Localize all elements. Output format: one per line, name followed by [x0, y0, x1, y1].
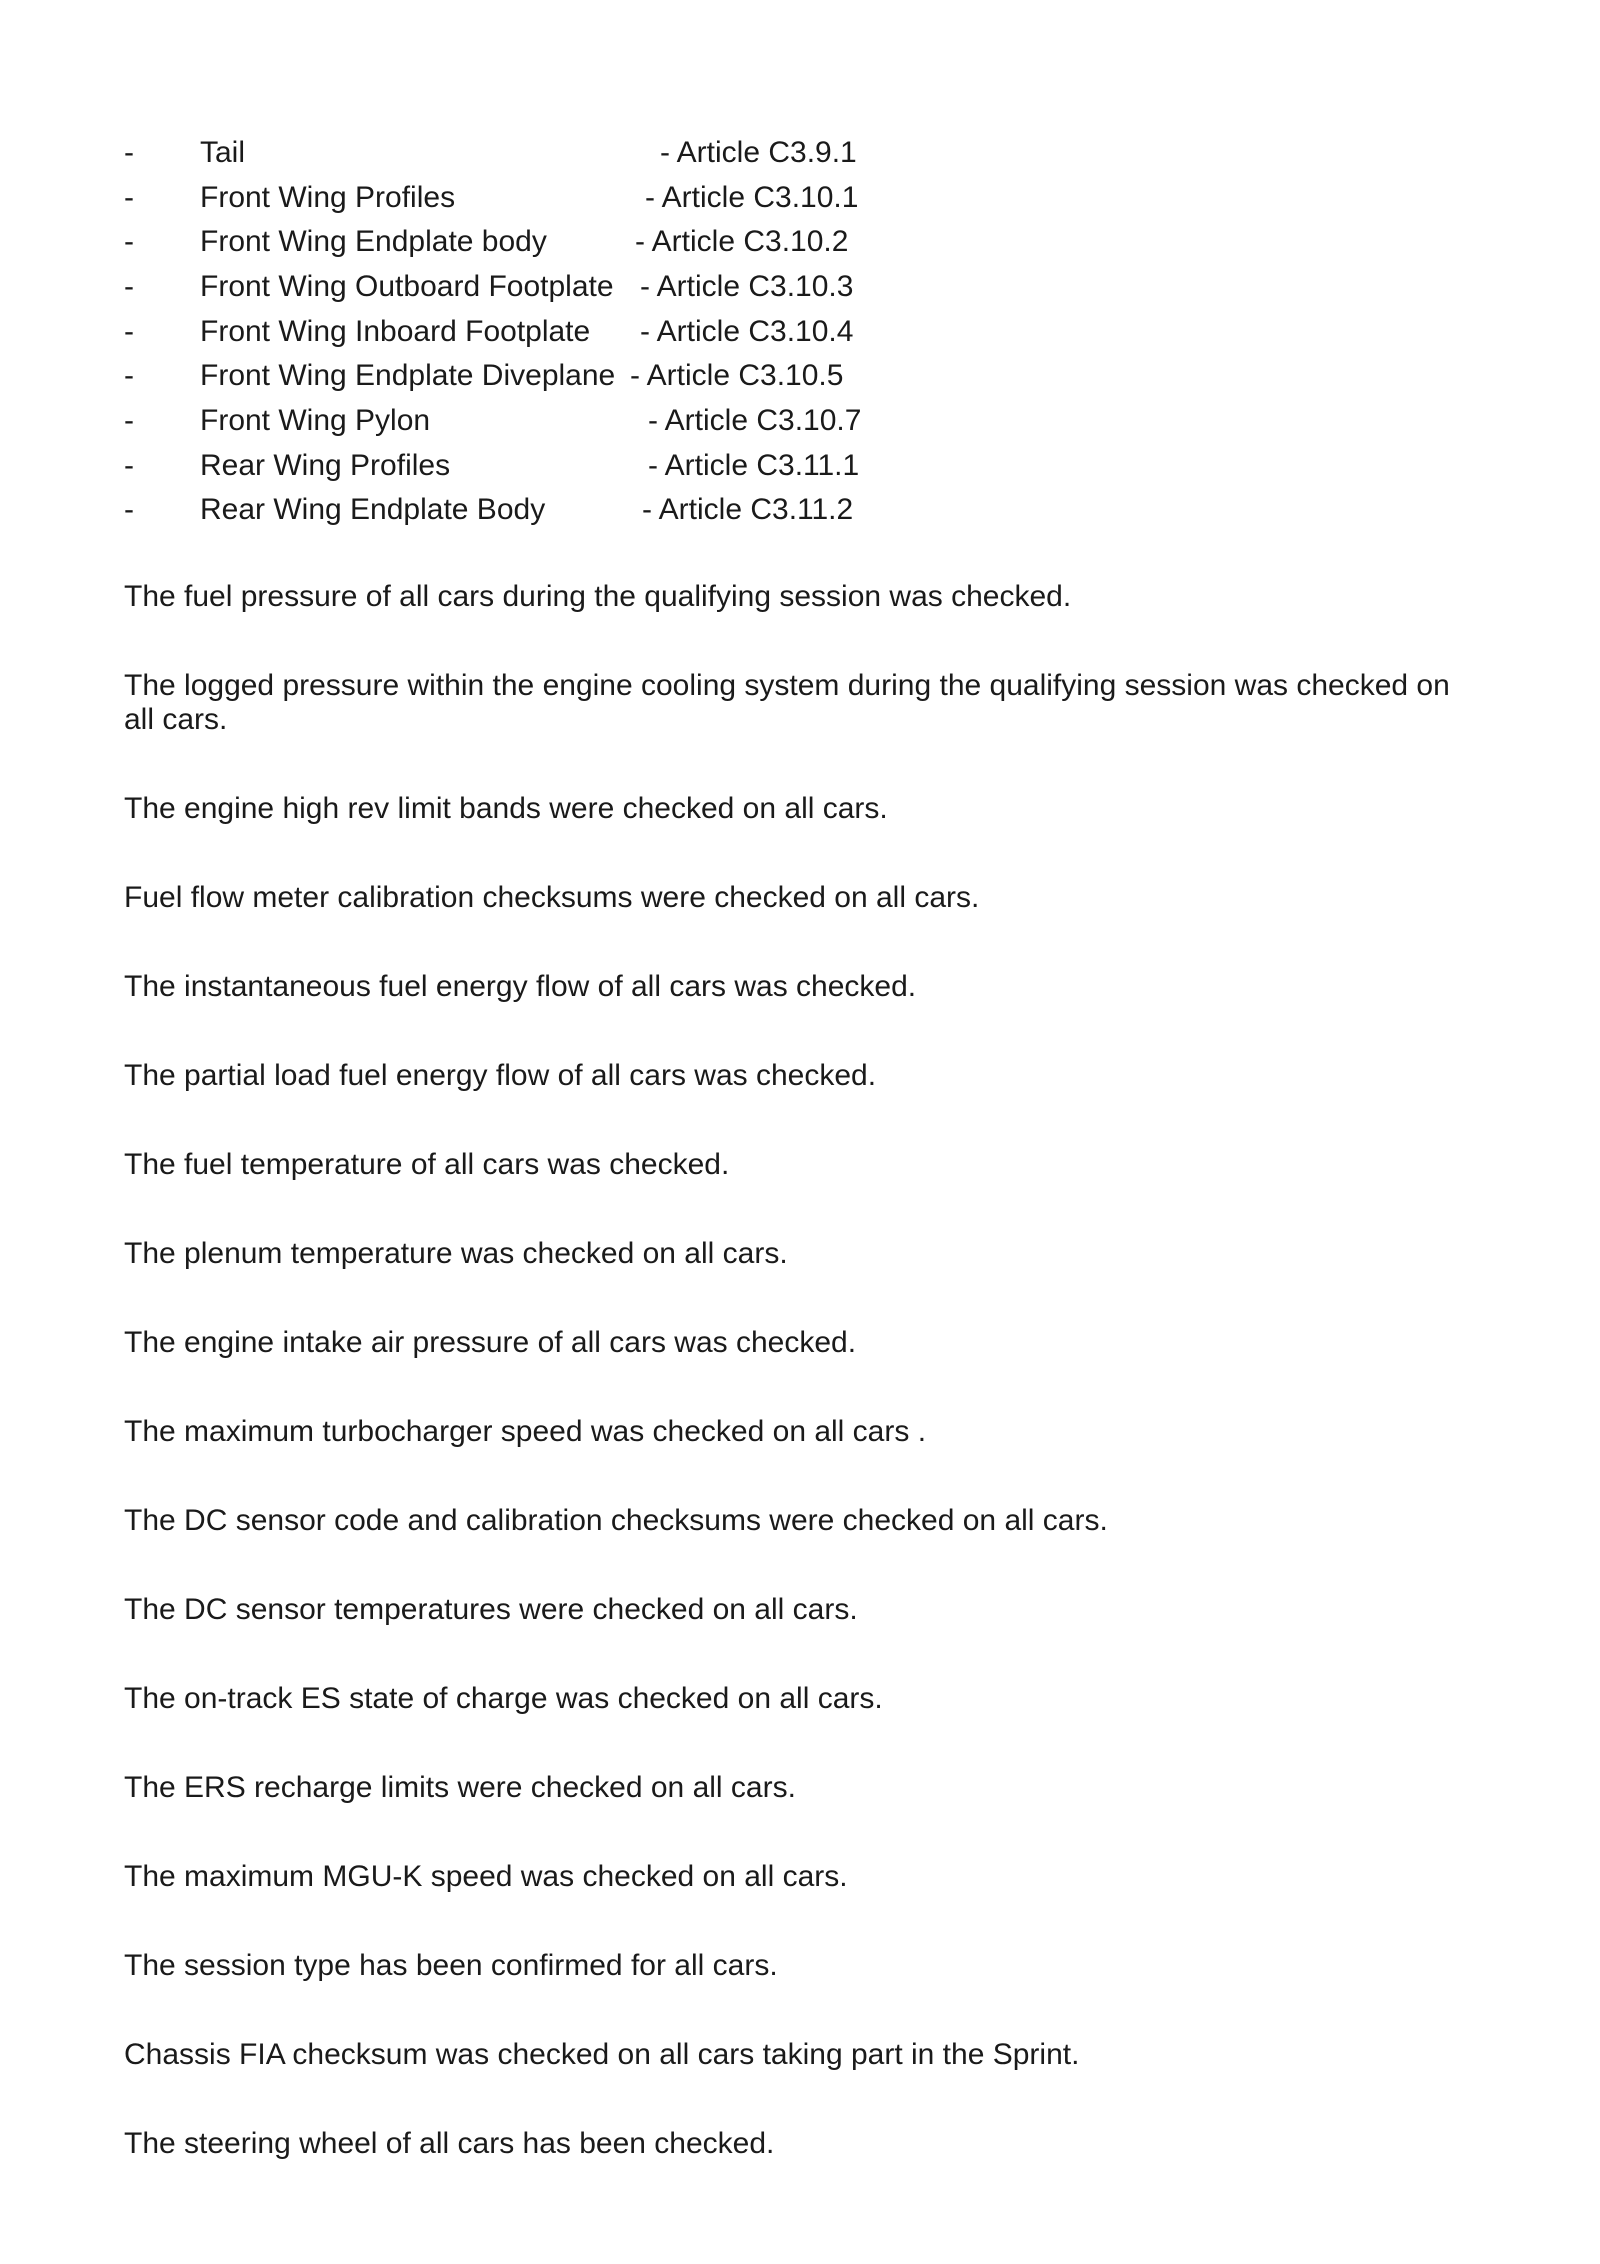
list-dash: -: [124, 359, 134, 392]
component-name: Front Wing Endplate Diveplane: [200, 359, 616, 392]
list-dash: -: [124, 225, 134, 258]
component-name: Rear Wing Endplate Body: [200, 493, 546, 526]
check-statement: Chassis FIA checksum was checked on all cars taking part in the Sprint.: [124, 2038, 1080, 2071]
check-statement: The DC sensor code and calibration checksums were checked on all cars.: [124, 1504, 1108, 1537]
article-reference: - Article C3.10.2: [635, 225, 849, 258]
article-reference: - Article C3.10.5: [630, 359, 844, 392]
check-statement: The ERS recharge limits were checked on all cars.: [124, 1771, 796, 1804]
list-dash: -: [124, 181, 134, 214]
component-name: Rear Wing Profiles: [200, 449, 451, 482]
component-name: Front Wing Profiles: [200, 181, 456, 214]
check-statement: The logged pressure within the engine cooling system during the qualifying session was checked on all cars.: [124, 669, 1450, 736]
check-statement: Fuel flow meter calibration checksums were checked on all cars.: [124, 881, 980, 914]
check-statement: The engine high rev limit bands were checked on all cars.: [124, 792, 888, 825]
check-statement: The plenum temperature was checked on all cars.: [124, 1237, 788, 1270]
list-dash: -: [124, 270, 134, 303]
check-statement: The maximum MGU-K speed was checked on all cars.: [124, 1860, 848, 1893]
list-dash: -: [124, 315, 134, 348]
check-statement: The session type has been confirmed for all cars.: [124, 1949, 778, 1982]
list-dash: -: [124, 493, 134, 526]
component-name: Front Wing Outboard Footplate: [200, 270, 614, 303]
check-statement: The instantaneous fuel energy flow of all cars was checked.: [124, 970, 917, 1003]
check-statement: The engine intake air pressure of all cars was checked.: [124, 1326, 857, 1359]
component-name: Front Wing Inboard Footplate: [200, 315, 591, 348]
article-reference: - Article C3.9.1: [660, 136, 857, 169]
component-name: Front Wing Endplate body: [200, 225, 547, 258]
check-statement: The maximum turbocharger speed was checked on all cars .: [124, 1415, 927, 1448]
check-statement: The DC sensor temperatures were checked on all cars.: [124, 1593, 858, 1626]
check-statement: The steering wheel of all cars has been checked.: [124, 2127, 775, 2160]
check-statement: The partial load fuel energy flow of all cars was checked.: [124, 1059, 877, 1092]
component-name: Front Wing Pylon: [200, 404, 431, 437]
list-dash: -: [124, 404, 134, 437]
article-reference: - Article C3.11.2: [642, 493, 854, 526]
check-statement: The fuel temperature of all cars was checked.: [124, 1148, 730, 1181]
check-statement: The fuel pressure of all cars during the qualifying session was checked.: [124, 580, 1072, 613]
article-reference: - Article C3.10.7: [648, 404, 862, 437]
article-reference: - Article C3.10.1: [645, 181, 859, 214]
list-dash: -: [124, 136, 134, 169]
list-dash: -: [124, 449, 134, 482]
component-name: Tail: [200, 136, 246, 169]
article-reference: - Article C3.10.4: [640, 315, 854, 348]
check-statement: The on-track ES state of charge was checked on all cars.: [124, 1682, 883, 1715]
article-reference: - Article C3.10.3: [640, 270, 854, 303]
article-reference: - Article C3.11.1: [648, 449, 860, 482]
